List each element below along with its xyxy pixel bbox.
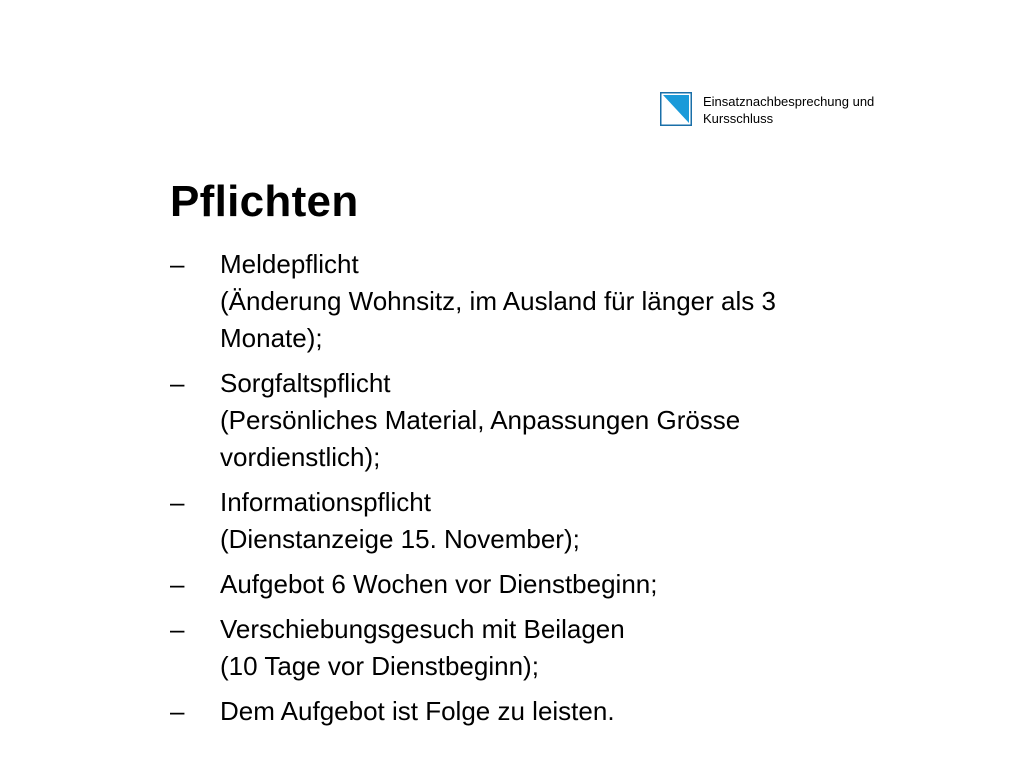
bullet-dash: – bbox=[170, 368, 185, 398]
bullet-item bbox=[170, 246, 870, 357]
bullet-main-text: Dem Aufgebot ist Folge zu leisten. bbox=[220, 696, 615, 726]
bullet-detail-text: (10 Tage vor Dienstbeginn); bbox=[220, 651, 539, 681]
bullet-dash: – bbox=[170, 696, 185, 726]
bullet-detail-text: (Dienstanzeige 15. November); bbox=[220, 524, 580, 554]
bullet-list bbox=[170, 246, 870, 738]
bullet-item bbox=[170, 365, 870, 476]
bullet-item bbox=[170, 611, 870, 685]
bullet-main-text: Sorgfaltspflicht bbox=[220, 368, 391, 398]
bullet-dash: – bbox=[170, 487, 185, 517]
bullet-item bbox=[170, 693, 870, 730]
bullet-dash: – bbox=[170, 614, 185, 644]
bullet-main-text: Aufgebot 6 Wochen vor Dienstbeginn; bbox=[220, 569, 658, 599]
slide-title: Pflichten bbox=[170, 177, 359, 226]
header-caption bbox=[703, 93, 913, 127]
bullet-dash: – bbox=[170, 249, 185, 279]
bullet-main-text: Meldepflicht bbox=[220, 249, 359, 279]
bullet-detail-text: (Persönliches Material, Anpassungen Grösse vordienstlich); bbox=[220, 405, 741, 472]
bullet-item bbox=[170, 484, 870, 558]
bullet-detail-text: (Änderung Wohnsitz, im Ausland für länger als 3 Monate); bbox=[220, 286, 776, 353]
header-line-2: Kursschluss bbox=[703, 111, 774, 126]
header bbox=[660, 92, 913, 127]
bullet-item bbox=[170, 566, 870, 603]
bullet-main-text: Verschiebungsgesuch mit Beilagen bbox=[220, 614, 625, 644]
bullet-dash: – bbox=[170, 569, 185, 599]
zurich-canton-flag-icon bbox=[660, 92, 692, 126]
header-line-1: Einsatznachbesprechung und bbox=[703, 94, 875, 109]
bullet-main-text: Informationspflicht bbox=[220, 487, 431, 517]
